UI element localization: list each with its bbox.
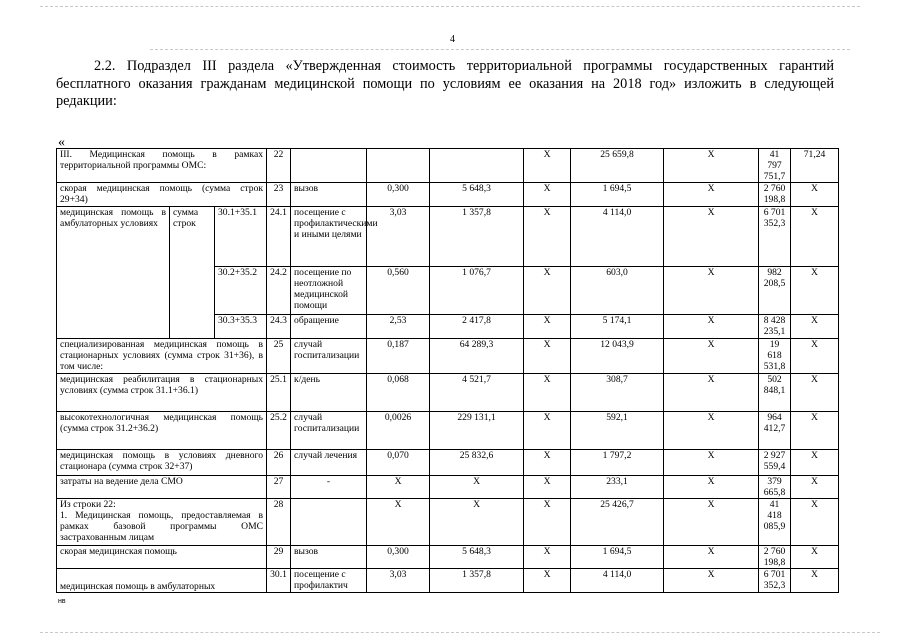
budget-per-capita-cell: X (524, 412, 571, 450)
budget-total-cell: X (664, 546, 759, 569)
oms-per-capita-cell: 25 426,7 (571, 499, 664, 546)
budget-total-cell: X (664, 569, 759, 593)
share-cell: X (791, 267, 839, 315)
row-label: затраты на ведение дела СМО (57, 476, 267, 499)
opening-quote-mark: « (58, 135, 65, 150)
budget-per-capita-cell: X (524, 149, 571, 183)
row-number: 29 (267, 546, 291, 569)
table-row (57, 149, 839, 183)
cost-per-unit-cell: 1 076,7 (430, 267, 524, 315)
budget-total-cell: X (664, 267, 759, 315)
oms-total-cell: 2 927 559,4 (759, 450, 791, 476)
table-row (57, 499, 839, 546)
share-cell: X (791, 569, 839, 593)
cost-per-unit-cell: 2 417,8 (430, 315, 524, 339)
budget-per-capita-cell: X (524, 374, 571, 412)
volume-cell: 0,0026 (367, 412, 430, 450)
share-cell: X (791, 315, 839, 339)
intro-paragraph: 2.2. Подраздел III раздела «Утвержденная стоимость территориальной программы государственных гарантий бесплатного оказания гражданам медицинской помощи по условиям ее оказания на 2018 год» изложить в следующей редакции: (56, 58, 834, 109)
unit-cell (291, 499, 367, 546)
oms-total-cell: 19 618 531,8 (759, 339, 791, 374)
volume-cell: 3,03 (367, 207, 430, 267)
oms-per-capita-cell: 4 114,0 (571, 207, 664, 267)
row-number: 22 (267, 149, 291, 183)
unit-cell: - (291, 476, 367, 499)
unit-cell: посещение по неотложной медицинской помощи (291, 267, 367, 315)
share-cell: X (791, 499, 839, 546)
row-number: 24.3 (267, 315, 291, 339)
oms-total-cell: 2 760 198,8 (759, 183, 791, 207)
row-number: 26 (267, 450, 291, 476)
page-number: 4 (450, 34, 455, 45)
sum-label: сумма строк (170, 207, 215, 339)
cost-per-unit-cell: 1 357,8 (430, 207, 524, 267)
oms-per-capita-cell: 1 694,5 (571, 183, 664, 207)
cost-per-unit-cell: 64 289,3 (430, 339, 524, 374)
oms-per-capita-cell: 603,0 (571, 267, 664, 315)
table-row (57, 412, 839, 450)
budget-total-cell: X (664, 476, 759, 499)
row-label: III. Медицинская помощь в рамках территориальной программы ОМС: (57, 149, 267, 183)
volume-cell: 0,300 (367, 183, 430, 207)
budget-per-capita-cell: X (524, 183, 571, 207)
row-label: скорая медицинская помощь (57, 546, 267, 569)
cost-per-unit-cell: 1 357,8 (430, 569, 524, 593)
oms-total-cell: 8 428 235,1 (759, 315, 791, 339)
row-label: медицинская помощь в условиях дневного стационара (сумма строк 32+37) (57, 450, 267, 476)
budget-total-cell: X (664, 339, 759, 374)
budget-per-capita-cell: X (524, 476, 571, 499)
budget-total-cell: X (664, 183, 759, 207)
table-row (57, 450, 839, 476)
budget-per-capita-cell: X (524, 450, 571, 476)
footer-mark: нв (58, 598, 66, 605)
table-row (57, 183, 839, 207)
oms-total-cell: 982 208,5 (759, 267, 791, 315)
volume-cell: 0,560 (367, 267, 430, 315)
row-number: 28 (267, 499, 291, 546)
volume-cell: 3,03 (367, 569, 430, 593)
scan-edge-bottom (40, 632, 880, 633)
share-cell: X (791, 412, 839, 450)
unit-cell: случай госпитализации (291, 412, 367, 450)
budget-per-capita-cell: X (524, 315, 571, 339)
row-label: специализированная медицинская помощь в стационарных условиях (сумма строк 31+36), в том числе: (57, 339, 267, 374)
row-label: высокотехнологичная медицинская помощь (сумма строк 31.2+36.2) (57, 412, 267, 450)
budget-total-cell: X (664, 207, 759, 267)
share-cell: X (791, 183, 839, 207)
budget-total-cell: X (664, 315, 759, 339)
oms-per-capita-cell: 308,7 (571, 374, 664, 412)
oms-total-cell: 6 701 352,3 (759, 207, 791, 267)
budget-total-cell: X (664, 499, 759, 546)
share-cell: X (791, 546, 839, 569)
row-label: медицинская помощь в амбулаторных (57, 569, 267, 593)
unit-cell: вызов (291, 183, 367, 207)
share-cell: X (791, 207, 839, 267)
budget-per-capita-cell: X (524, 267, 571, 315)
scan-edge-upper (150, 49, 850, 50)
cost-per-unit-cell: 4 521,7 (430, 374, 524, 412)
share-cell: X (791, 450, 839, 476)
unit-cell: вызов (291, 546, 367, 569)
share-cell: X (791, 339, 839, 374)
row-number: 25.1 (267, 374, 291, 412)
volume-cell: 0,068 (367, 374, 430, 412)
row-number: 27 (267, 476, 291, 499)
unit-cell: случай госпитализации (291, 339, 367, 374)
table-row (57, 207, 839, 267)
sum-formula: 30.1+35.1 (215, 207, 267, 267)
oms-total-cell: 964 412,7 (759, 412, 791, 450)
unit-cell (291, 149, 367, 183)
cost-per-unit-cell: X (430, 476, 524, 499)
cost-per-unit-cell: 229 131,1 (430, 412, 524, 450)
oms-per-capita-cell: 25 659,8 (571, 149, 664, 183)
scan-edge-top (40, 6, 860, 7)
oms-total-cell: 41 797 751,7 (759, 149, 791, 183)
table-row (57, 339, 839, 374)
volume-cell: 0,300 (367, 546, 430, 569)
oms-total-cell: 2 760 198,8 (759, 546, 791, 569)
oms-per-capita-cell: 233,1 (571, 476, 664, 499)
volume-cell: X (367, 476, 430, 499)
oms-per-capita-cell: 12 043,9 (571, 339, 664, 374)
cost-per-unit-cell: 5 648,3 (430, 183, 524, 207)
budget-per-capita-cell: X (524, 569, 571, 593)
row-number: 24.2 (267, 267, 291, 315)
oms-per-capita-cell: 4 114,0 (571, 569, 664, 593)
oms-total-cell: 41 418 085,9 (759, 499, 791, 546)
budget-per-capita-cell: X (524, 339, 571, 374)
row-number: 24.1 (267, 207, 291, 267)
budget-total-cell: X (664, 374, 759, 412)
oms-per-capita-cell: 1 694,5 (571, 546, 664, 569)
oms-total-cell: 379 665,8 (759, 476, 791, 499)
row-number: 25 (267, 339, 291, 374)
oms-total-cell: 6 701 352,3 (759, 569, 791, 593)
oms-per-capita-cell: 5 174,1 (571, 315, 664, 339)
row-label: Из строки 22: 1. Медицинская помощь, предоставляемая в рамках базовой программы ОМС застрахованным лицам (57, 499, 267, 546)
budget-total-cell: X (664, 149, 759, 183)
cost-per-unit-cell (430, 149, 524, 183)
row-label: медицинская помощь в амбулаторных условиях (57, 207, 170, 339)
unit-cell: посещение с профилактическими и иными целями (291, 207, 367, 267)
program-cost-table (56, 148, 839, 593)
table-row (57, 476, 839, 499)
budget-per-capita-cell: X (524, 207, 571, 267)
row-number: 30.1 (267, 569, 291, 593)
share-cell: 71,24 (791, 149, 839, 183)
sum-formula: 30.2+35.2 (215, 267, 267, 315)
volume-cell: 0,187 (367, 339, 430, 374)
cost-per-unit-cell: X (430, 499, 524, 546)
budget-per-capita-cell: X (524, 546, 571, 569)
row-label: медицинская реабилитация в стационарных условиях (сумма строк 31.1+36.1) (57, 374, 267, 412)
unit-cell: обращение (291, 315, 367, 339)
row-number: 23 (267, 183, 291, 207)
cost-per-unit-cell: 25 832,6 (430, 450, 524, 476)
unit-cell: посещение с профилактич (291, 569, 367, 593)
oms-per-capita-cell: 1 797,2 (571, 450, 664, 476)
volume-cell: 2,53 (367, 315, 430, 339)
oms-total-cell: 502 848,1 (759, 374, 791, 412)
budget-total-cell: X (664, 412, 759, 450)
table-row (57, 374, 839, 412)
budget-total-cell: X (664, 450, 759, 476)
row-label: скорая медицинская помощь (сумма строк 29+34) (57, 183, 267, 207)
share-cell: X (791, 476, 839, 499)
volume-cell (367, 149, 430, 183)
volume-cell: X (367, 499, 430, 546)
oms-per-capita-cell: 592,1 (571, 412, 664, 450)
sum-formula: 30.3+35.3 (215, 315, 267, 339)
cost-per-unit-cell: 5 648,3 (430, 546, 524, 569)
unit-cell: к/день (291, 374, 367, 412)
budget-per-capita-cell: X (524, 499, 571, 546)
table-row (57, 569, 839, 593)
table-row (57, 546, 839, 569)
unit-cell: случай лечения (291, 450, 367, 476)
row-number: 25.2 (267, 412, 291, 450)
volume-cell: 0,070 (367, 450, 430, 476)
share-cell: X (791, 374, 839, 412)
